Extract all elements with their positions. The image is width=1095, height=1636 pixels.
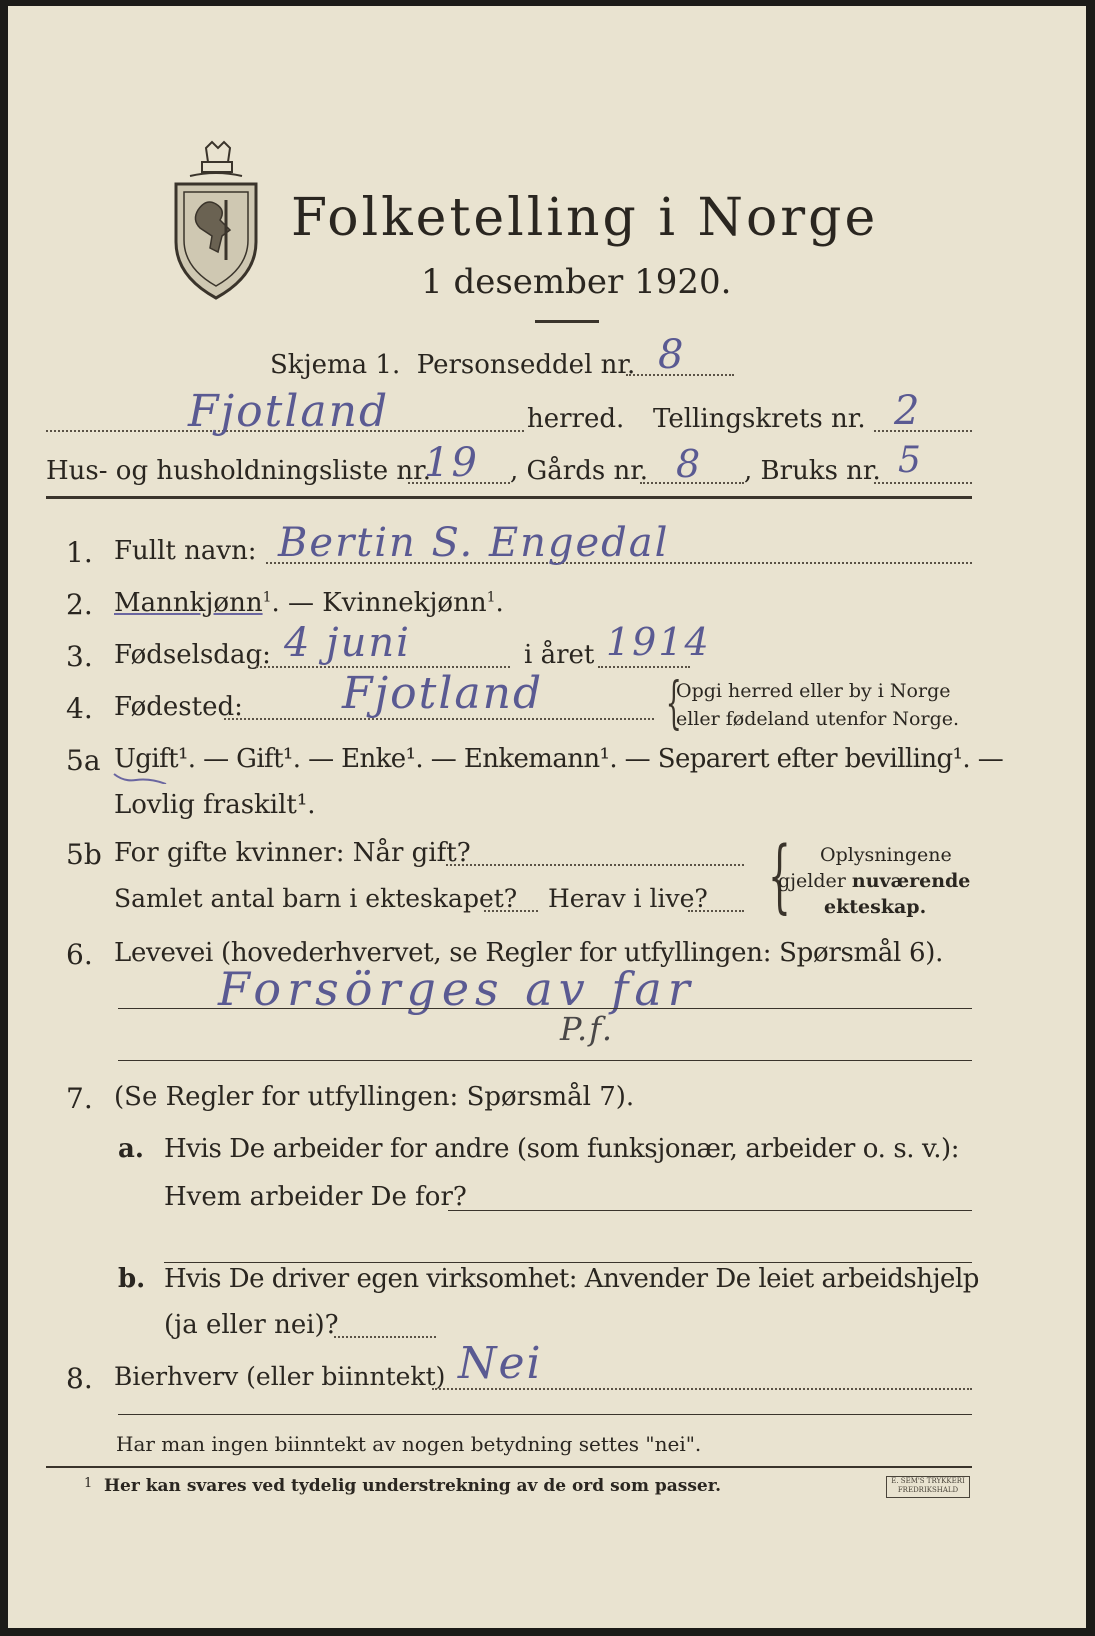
printer-stamp-line1: E. SEM'S TRYKKERI — [891, 1477, 965, 1485]
q6-value-note[interactable]: P.f. — [560, 1010, 615, 1048]
q6-number: 6. — [66, 938, 93, 971]
husholdningsliste-value[interactable]: 19 — [424, 440, 479, 486]
header-divider — [46, 496, 972, 499]
bruks-line — [874, 482, 972, 484]
herred-value[interactable]: Fjotland — [188, 386, 390, 437]
q3-year-label: i året — [524, 640, 595, 670]
printer-stamp — [886, 1476, 970, 1498]
q4-note-line2: eller fødeland utenfor Norge. — [676, 708, 960, 730]
q5a-number: 5a — [66, 744, 101, 777]
footnote-text: Her kan svares ved tydelig understrekning av de ord som passer. — [104, 1476, 722, 1496]
footnote-number: 1 — [84, 1476, 93, 1491]
q4-value[interactable]: Fjotland — [342, 668, 544, 719]
title-divider — [535, 320, 599, 323]
q8-value[interactable]: Nei — [458, 1338, 543, 1389]
q5b-note-nuvaerende: nuværende — [851, 870, 971, 892]
q7-number: 7. — [66, 1082, 93, 1115]
q7a-line1: Hvis De arbeider for andre (som funksjonær, arbeider o. s. v.): — [164, 1134, 960, 1164]
q7a-letter: a. — [118, 1134, 144, 1164]
schema-number: Skjema 1. — [270, 350, 401, 380]
q5a-options[interactable]: Ugift¹. — Gift¹. — Enke¹. — Enkemann¹. — Separert efter bevilling¹. — — [114, 744, 1004, 774]
q5b-note-line1: Oplysningene — [820, 844, 952, 866]
q2-footnote-mark-1: 1 — [262, 589, 272, 606]
q3-day-value[interactable]: 4 juni — [284, 620, 411, 666]
q4-number: 4. — [66, 692, 93, 725]
option-mannkjonn[interactable]: Mannkjønn — [114, 588, 263, 618]
q5a-option-fraskilt[interactable]: Lovlig fraskilt¹. — [114, 790, 316, 820]
q5b-gift-line — [446, 864, 744, 866]
tellingskrets-value[interactable]: 2 — [894, 388, 922, 434]
q7a-answer-line2[interactable] — [164, 1262, 972, 1263]
gards-label: , Gårds nr. — [510, 456, 649, 486]
footer-divider — [46, 1466, 972, 1468]
q3-year-line — [598, 666, 690, 668]
form-title: Folketelling i Norge — [291, 188, 879, 248]
schema-label — [270, 350, 635, 380]
census-form-sheet — [8, 6, 1086, 1628]
q7b-answer-line[interactable] — [334, 1336, 436, 1338]
q6-line2 — [118, 1060, 972, 1061]
q8-number: 8. — [66, 1362, 93, 1395]
q2-options — [114, 588, 504, 618]
bruks-value[interactable]: 5 — [898, 440, 923, 481]
q1-number: 1. — [66, 536, 93, 569]
q2-end: . — [495, 588, 504, 618]
q6-value[interactable]: Forsörges av far — [218, 962, 696, 1016]
q5b-note-brace: { — [767, 829, 791, 922]
q2-number: 2. — [66, 588, 93, 621]
q5b-herav: Herav i live? — [548, 884, 708, 913]
q1-label: Fullt navn: — [114, 536, 257, 566]
husholdningsliste-label: Hus- og husholdningsliste nr. — [46, 456, 432, 486]
q4-note-line1: Opgi herred eller by i Norge — [676, 680, 951, 702]
personseddel-value[interactable]: 8 — [658, 332, 686, 378]
herred-label: herred. — [527, 404, 625, 434]
footer-note: Har man ingen biinntekt av nogen betydning settes "nei". — [116, 1432, 702, 1456]
tellingskrets-line — [874, 430, 972, 432]
q2-footnote-mark-2: 1 — [486, 589, 496, 606]
q1-value[interactable]: Bertin S. Engedal — [278, 520, 670, 566]
q7-label: (Se Regler for utfyllingen: Spørsmål 7). — [114, 1082, 635, 1112]
printer-stamp-line2: FREDRIKSHALD — [897, 1486, 959, 1494]
q7b-letter: b. — [118, 1264, 146, 1294]
q7b-line2: (ja eller nei)? — [164, 1310, 339, 1340]
gards-value[interactable]: 8 — [676, 442, 703, 486]
personseddel-label: Personseddel nr. — [416, 350, 636, 380]
q4-note-brace: { — [665, 671, 682, 736]
q4-label: Fødested: — [114, 692, 243, 722]
q3-number: 3. — [66, 640, 93, 673]
q5b-line1: For gifte kvinner: Når gift? — [114, 838, 471, 868]
q5b-number: 5b — [66, 838, 102, 871]
q3-label: Fødselsdag: — [114, 640, 271, 670]
norway-coat-of-arms-icon — [168, 140, 264, 300]
q7a-line2: Hvem arbeider De for? — [164, 1182, 467, 1212]
q7b-line1: Hvis De driver egen virksomhet: Anvender De leiet arbeidshjelp — [164, 1264, 979, 1294]
q7a-answer-line1[interactable] — [448, 1210, 972, 1211]
option-kvinnekjonn[interactable]: Kvinnekjønn — [322, 588, 487, 618]
q5b-antal-line — [484, 910, 538, 912]
q5b-note-line3: ekteskap. — [824, 896, 927, 918]
q5a-marker-stroke — [112, 770, 172, 784]
q2-separator: . — — [271, 588, 323, 618]
q5b-note-line2 — [778, 870, 970, 892]
q8-line2 — [118, 1414, 972, 1415]
q6-line1 — [118, 1008, 972, 1009]
q5b-antal-barn: Samlet antal barn i ekteskapet? — [114, 884, 518, 913]
q3-year-value[interactable]: 1914 — [606, 620, 711, 664]
q5b-herav-line — [688, 910, 744, 912]
bruks-label: , Bruks nr. — [744, 456, 881, 486]
tellingskrets-label: Tellingskrets nr. — [653, 404, 866, 434]
census-date: 1 desember 1920. — [421, 262, 732, 302]
q8-label: Bierhverv (eller biinntekt) — [114, 1362, 446, 1391]
q5b-note-gjelder: gjelder — [778, 870, 852, 892]
q6-label: Levevei (hovederhvervet, se Regler for utfyllingen: Spørsmål 6). — [114, 938, 944, 968]
